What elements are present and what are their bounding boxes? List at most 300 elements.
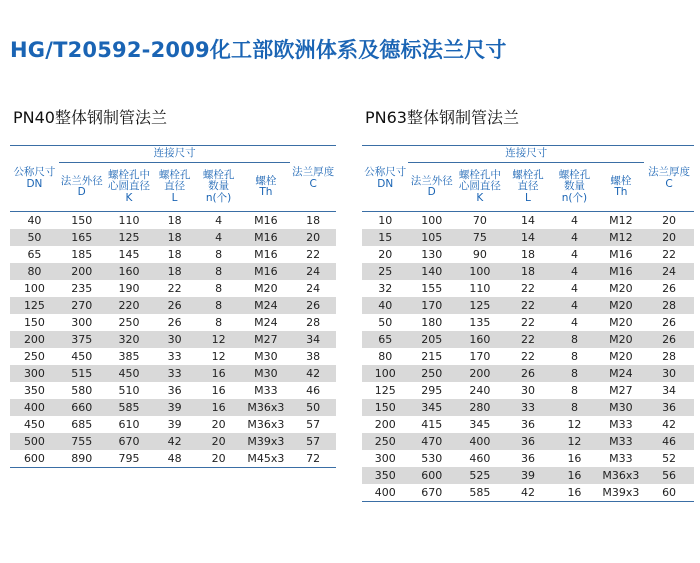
table-cell: 8 xyxy=(196,263,242,280)
table-cell: 20 xyxy=(196,450,242,468)
table-cell: 8 xyxy=(551,365,597,382)
table-cell: 12 xyxy=(211,350,226,363)
table-cell: 4 xyxy=(570,248,578,261)
table-cell: 385 xyxy=(118,350,140,363)
header-d-line: 法兰外径 xyxy=(410,174,453,187)
header-th-line: Th xyxy=(614,186,628,198)
header-d-line: D xyxy=(77,186,86,198)
table-row xyxy=(362,280,694,297)
header-n-line: n(个) xyxy=(205,191,232,204)
header-group-connection: 连接尺寸 xyxy=(408,146,644,163)
table-cell: 26 xyxy=(644,331,694,348)
table-row xyxy=(362,365,694,382)
table-row xyxy=(362,297,694,314)
header-dn-line: DN xyxy=(26,177,43,190)
table-cell: 24 xyxy=(290,263,336,280)
table-cell: M20 xyxy=(609,350,633,363)
table-cell: 470 xyxy=(408,433,454,450)
table-cell: 600 xyxy=(10,450,59,468)
header-l xyxy=(505,163,551,212)
table-cell: 400 xyxy=(362,484,408,502)
table-row xyxy=(10,365,336,382)
table-cell: 400 xyxy=(10,399,59,416)
table-cell: 16 xyxy=(196,365,242,382)
header-d-line: 法兰外径 xyxy=(60,174,103,187)
table-row xyxy=(362,416,694,433)
table-row xyxy=(10,280,336,297)
header-c-line: 法兰厚度 xyxy=(292,166,335,178)
table-cell: 12 xyxy=(196,331,242,348)
table-cell: 80 xyxy=(378,350,393,363)
table-cell: 40 xyxy=(362,297,408,314)
table-cell: M16 xyxy=(241,263,290,280)
table-cell: 18 xyxy=(505,263,551,280)
header-k-line: 心圆直径 xyxy=(107,180,150,193)
table-row xyxy=(362,467,694,484)
table-row xyxy=(362,382,694,399)
table-cell: 4 xyxy=(215,214,223,227)
table-cell: 585 xyxy=(105,399,154,416)
header-dn xyxy=(10,146,59,212)
table-cell: 105 xyxy=(408,229,454,246)
table-cell: 8 xyxy=(215,316,223,329)
table-cell: 300 xyxy=(71,316,93,329)
header-k xyxy=(455,163,505,212)
table-cell: 42 xyxy=(290,365,336,382)
table-cell: 415 xyxy=(421,418,443,431)
table-cell: 150 xyxy=(71,214,93,227)
table-cell: 20 xyxy=(196,433,242,450)
table-cell: 125 xyxy=(374,384,396,397)
table-cell: 28 xyxy=(644,297,694,314)
table-cell: M16 xyxy=(254,248,278,261)
table-row xyxy=(10,433,336,450)
table-cell: 610 xyxy=(118,418,140,431)
table-cell: 110 xyxy=(118,214,140,227)
table-cell: 52 xyxy=(662,452,677,465)
table-cell: 36 xyxy=(644,399,694,416)
table-cell: 36 xyxy=(520,418,535,431)
table-cell: M12 xyxy=(598,229,644,246)
table-cell: 50 xyxy=(378,316,393,329)
table-cell: 18 xyxy=(167,214,182,227)
table-cell: 18 xyxy=(520,248,535,261)
table-cell: 170 xyxy=(408,297,454,314)
table-cell: 145 xyxy=(118,248,140,261)
table-cell: 80 xyxy=(10,263,59,280)
table-cell: 50 xyxy=(290,399,336,416)
pn63-title: PN63整体钢制管法兰 xyxy=(365,108,519,127)
table-cell: 4 xyxy=(551,297,597,314)
table-cell: 12 xyxy=(551,433,597,450)
table-cell: 170 xyxy=(469,350,491,363)
table-cell: M33 xyxy=(609,418,633,431)
table-cell: 26 xyxy=(153,297,195,314)
table-cell: M36x3 xyxy=(241,399,290,416)
table-cell: M33 xyxy=(254,384,278,397)
header-l xyxy=(153,163,195,212)
table-cell: 450 xyxy=(105,365,154,382)
table-cell: 4 xyxy=(570,214,578,227)
header-n xyxy=(551,163,597,212)
table-cell: 670 xyxy=(408,484,454,502)
table-cell: M24 xyxy=(598,365,644,382)
table-cell: 26 xyxy=(662,316,677,329)
header-th xyxy=(598,163,644,212)
header-k-line: K xyxy=(125,191,133,204)
table-cell: 165 xyxy=(59,229,105,246)
table-cell: M16 xyxy=(241,229,290,246)
header-th-line: 螺栓 xyxy=(255,174,277,187)
table-cell: M45x3 xyxy=(241,450,290,468)
table-cell: 16 xyxy=(567,452,582,465)
table-cell: M16 xyxy=(598,263,644,280)
table-row xyxy=(362,399,694,416)
table-cell: 20 xyxy=(378,248,393,261)
table-cell: M20 xyxy=(609,316,633,329)
table-cell: 670 xyxy=(105,433,154,450)
header-c xyxy=(644,146,694,212)
table-cell: 22 xyxy=(306,248,321,261)
table-cell: 795 xyxy=(105,450,154,468)
table-cell: 125 xyxy=(105,229,154,246)
table-cell: 20 xyxy=(644,229,694,246)
table-row xyxy=(10,348,336,365)
table-cell: M20 xyxy=(254,282,278,295)
table-cell: 510 xyxy=(118,384,140,397)
table-row xyxy=(362,212,694,230)
table-cell: 36 xyxy=(505,433,551,450)
header-dn-line: 公称尺寸 xyxy=(13,166,56,178)
table-cell: 300 xyxy=(374,452,396,465)
table-cell: 685 xyxy=(71,418,93,431)
table-cell: 320 xyxy=(105,331,154,348)
table-row xyxy=(362,314,694,331)
table-cell: M30 xyxy=(254,350,278,363)
table-cell: M33 xyxy=(598,433,644,450)
table-cell: 250 xyxy=(23,350,45,363)
table-cell: 46 xyxy=(306,384,321,397)
table-cell: 200 xyxy=(374,418,396,431)
header-th xyxy=(241,163,290,212)
table-row xyxy=(362,348,694,365)
header-group-connection: 连接尺寸 xyxy=(59,146,290,163)
header-th-line: 螺栓 xyxy=(610,174,632,187)
table-cell: 36 xyxy=(520,452,535,465)
header-dn-line: 公称尺寸 xyxy=(364,166,407,178)
table-cell: 28 xyxy=(306,316,321,329)
table-cell: 580 xyxy=(71,384,93,397)
table-cell: 185 xyxy=(71,248,93,261)
table-cell: M24 xyxy=(254,316,278,329)
pn40-section xyxy=(10,108,336,468)
table-cell: 8 xyxy=(215,282,223,295)
table-cell: 12 xyxy=(567,418,582,431)
table-cell: 57 xyxy=(306,418,321,431)
table-cell: 46 xyxy=(644,433,694,450)
table-cell: 75 xyxy=(455,229,505,246)
table-cell: 150 xyxy=(362,399,408,416)
header-n-line: 数量 xyxy=(563,180,585,193)
table-cell: 33 xyxy=(505,399,551,416)
table-cell: 48 xyxy=(153,450,195,468)
header-l-line: 直径 xyxy=(517,180,539,193)
table-cell: 4 xyxy=(551,229,597,246)
header-c-line: C xyxy=(309,177,317,190)
table-cell: 14 xyxy=(520,214,535,227)
header-n-line: 螺栓孔 xyxy=(202,168,235,181)
table-cell: 660 xyxy=(59,399,105,416)
table-cell: 250 xyxy=(408,365,454,382)
table-cell: 8 xyxy=(551,331,597,348)
table-cell: 500 xyxy=(10,433,59,450)
table-cell: 100 xyxy=(455,263,505,280)
header-n xyxy=(196,163,242,212)
table-row xyxy=(10,416,336,433)
header-c-line: C xyxy=(665,177,673,190)
table-cell: 36 xyxy=(167,384,182,397)
header-k-line: 螺栓孔中 xyxy=(458,168,501,181)
table-cell: 345 xyxy=(469,418,491,431)
header-n-line: n(个) xyxy=(561,191,588,204)
header-l-line: L xyxy=(171,191,178,204)
table-cell: 180 xyxy=(421,316,443,329)
header-k-line: 螺栓孔中 xyxy=(107,168,150,181)
table-cell: M39x3 xyxy=(598,484,644,502)
table-cell: 22 xyxy=(520,282,535,295)
table-cell: 57 xyxy=(290,433,336,450)
table-row xyxy=(10,297,336,314)
table-cell: 20 xyxy=(211,418,226,431)
table-row xyxy=(362,229,694,246)
table-cell: 40 xyxy=(27,214,42,227)
table-cell: 22 xyxy=(505,331,551,348)
table-cell: 39 xyxy=(153,399,195,416)
table-cell: 345 xyxy=(408,399,454,416)
table-cell: 22 xyxy=(520,350,535,363)
table-cell: 18 xyxy=(306,214,321,227)
header-d xyxy=(408,163,454,212)
table-cell: 22 xyxy=(167,282,182,295)
table-cell: 125 xyxy=(455,297,505,314)
header-dn xyxy=(362,146,408,212)
table-cell: 375 xyxy=(59,331,105,348)
table-cell: 400 xyxy=(455,433,505,450)
table-cell: M20 xyxy=(598,297,644,314)
table-cell: 235 xyxy=(71,282,93,295)
table-cell: 8 xyxy=(570,350,578,363)
table-cell: 28 xyxy=(662,350,677,363)
table-cell: 8 xyxy=(215,248,223,261)
table-cell: 250 xyxy=(118,316,140,329)
table-row xyxy=(362,263,694,280)
table-cell: 18 xyxy=(153,263,195,280)
table-cell: M36x3 xyxy=(247,418,285,431)
table-cell: 60 xyxy=(644,484,694,502)
table-cell: M12 xyxy=(609,214,633,227)
header-l-line: 螺栓孔 xyxy=(158,168,191,181)
table-cell: 33 xyxy=(167,350,182,363)
table-cell: 755 xyxy=(59,433,105,450)
table-cell: 38 xyxy=(306,350,321,363)
table-cell: M16 xyxy=(254,214,278,227)
table-cell: 125 xyxy=(10,297,59,314)
pn63-section xyxy=(362,108,694,502)
table-cell: 270 xyxy=(59,297,105,314)
table-cell: 33 xyxy=(153,365,195,382)
table-cell: 65 xyxy=(362,331,408,348)
table-cell: 450 xyxy=(71,350,93,363)
table-cell: 20 xyxy=(662,214,677,227)
table-cell: 460 xyxy=(469,452,491,465)
table-cell: 250 xyxy=(362,433,408,450)
header-d-line: D xyxy=(427,186,436,198)
table-cell: 90 xyxy=(472,248,487,261)
table-cell: 525 xyxy=(455,467,505,484)
table-cell: 24 xyxy=(644,263,694,280)
table-cell: 200 xyxy=(59,263,105,280)
table-cell: 30 xyxy=(520,384,535,397)
header-k xyxy=(105,163,154,212)
table-row xyxy=(10,382,336,399)
table-cell: 56 xyxy=(644,467,694,484)
table-row xyxy=(362,484,694,502)
page-title: HG/T20592-2009化工部欧洲体系及德标法兰尺寸 xyxy=(10,38,507,62)
table-cell: 150 xyxy=(23,316,45,329)
table-cell: 30 xyxy=(644,365,694,382)
header-th-line: Th xyxy=(259,186,273,198)
table-cell: 530 xyxy=(421,452,443,465)
table-cell: 110 xyxy=(469,282,491,295)
table-row xyxy=(10,263,336,280)
table-cell: 42 xyxy=(153,433,195,450)
table-cell: 34 xyxy=(662,384,677,397)
table-row xyxy=(10,246,336,263)
table-cell: 100 xyxy=(362,365,408,382)
table-row xyxy=(10,314,336,331)
header-l-line: 螺栓孔 xyxy=(512,168,544,181)
table-cell: 50 xyxy=(10,229,59,246)
table-cell: 4 xyxy=(196,229,242,246)
header-l-line: L xyxy=(525,191,531,204)
header-k-line: K xyxy=(476,191,484,204)
table-cell: 24 xyxy=(306,282,321,295)
table-cell: 190 xyxy=(118,282,140,295)
table-cell: 295 xyxy=(421,384,443,397)
table-cell: 100 xyxy=(23,282,45,295)
table-cell: 18 xyxy=(153,229,195,246)
table-row xyxy=(10,331,336,348)
table-row xyxy=(10,212,336,230)
table-cell: M27 xyxy=(609,384,633,397)
header-n-line: 数量 xyxy=(208,180,230,193)
table-cell: M36x3 xyxy=(598,467,644,484)
table-row xyxy=(362,450,694,467)
table-cell: 155 xyxy=(421,282,443,295)
header-c-line: 法兰厚度 xyxy=(648,166,691,178)
header-l-line: 直径 xyxy=(164,180,186,193)
table-cell: 220 xyxy=(105,297,154,314)
table-cell: 205 xyxy=(408,331,454,348)
table-cell: 240 xyxy=(469,384,491,397)
table-row xyxy=(10,229,336,246)
table-cell: 15 xyxy=(362,229,408,246)
table-row xyxy=(10,399,336,416)
table-cell: 16 xyxy=(211,384,226,397)
table-cell: 515 xyxy=(59,365,105,382)
table-cell: 130 xyxy=(421,248,443,261)
table-cell: 215 xyxy=(421,350,443,363)
header-k-line: 心圆直径 xyxy=(458,180,501,193)
pn40-table xyxy=(10,145,336,468)
table-cell: 8 xyxy=(551,399,597,416)
table-cell: 14 xyxy=(505,229,551,246)
table-cell: M20 xyxy=(598,331,644,348)
table-cell: M33 xyxy=(609,452,633,465)
table-cell: 70 xyxy=(472,214,487,227)
table-cell: 160 xyxy=(105,263,154,280)
table-cell: 42 xyxy=(505,484,551,502)
table-cell: 200 xyxy=(10,331,59,348)
table-cell: 135 xyxy=(469,316,491,329)
table-cell: 300 xyxy=(10,365,59,382)
table-row xyxy=(362,433,694,450)
table-cell: 450 xyxy=(23,418,45,431)
table-cell: M30 xyxy=(241,365,290,382)
pn63-table xyxy=(362,145,694,502)
table-cell: 16 xyxy=(551,484,597,502)
table-cell: 4 xyxy=(570,282,578,295)
table-cell: 22 xyxy=(520,316,535,329)
table-cell: 10 xyxy=(378,214,393,227)
table-cell: 22 xyxy=(662,248,677,261)
header-n-line: 螺栓孔 xyxy=(558,168,591,181)
table-cell: M20 xyxy=(609,282,633,295)
table-cell: 160 xyxy=(455,331,505,348)
table-cell: 26 xyxy=(505,365,551,382)
table-cell: 26 xyxy=(167,316,182,329)
table-cell: 30 xyxy=(153,331,195,348)
table-cell: 25 xyxy=(362,263,408,280)
table-cell: 42 xyxy=(662,418,677,431)
table-cell: 350 xyxy=(23,384,45,397)
table-cell: 32 xyxy=(378,282,393,295)
table-cell: 4 xyxy=(570,316,578,329)
table-cell: 39 xyxy=(505,467,551,484)
table-cell: 8 xyxy=(570,384,578,397)
table-cell: M39x3 xyxy=(241,433,290,450)
table-cell: 140 xyxy=(408,263,454,280)
table-cell: 585 xyxy=(455,484,505,502)
table-row xyxy=(10,450,336,468)
table-cell: 280 xyxy=(455,399,505,416)
table-cell: 39 xyxy=(167,418,182,431)
pn40-title: PN40整体钢制管法兰 xyxy=(13,108,167,127)
table-cell: 20 xyxy=(290,229,336,246)
header-d xyxy=(59,163,105,212)
table-cell: 16 xyxy=(196,399,242,416)
table-cell: 18 xyxy=(167,248,182,261)
table-cell: 890 xyxy=(59,450,105,468)
table-cell: 26 xyxy=(662,282,677,295)
table-cell: 72 xyxy=(290,450,336,468)
table-row xyxy=(362,246,694,263)
table-cell: 34 xyxy=(290,331,336,348)
table-cell: M27 xyxy=(241,331,290,348)
table-cell: 16 xyxy=(551,467,597,484)
header-c xyxy=(290,146,336,212)
table-cell: 350 xyxy=(362,467,408,484)
